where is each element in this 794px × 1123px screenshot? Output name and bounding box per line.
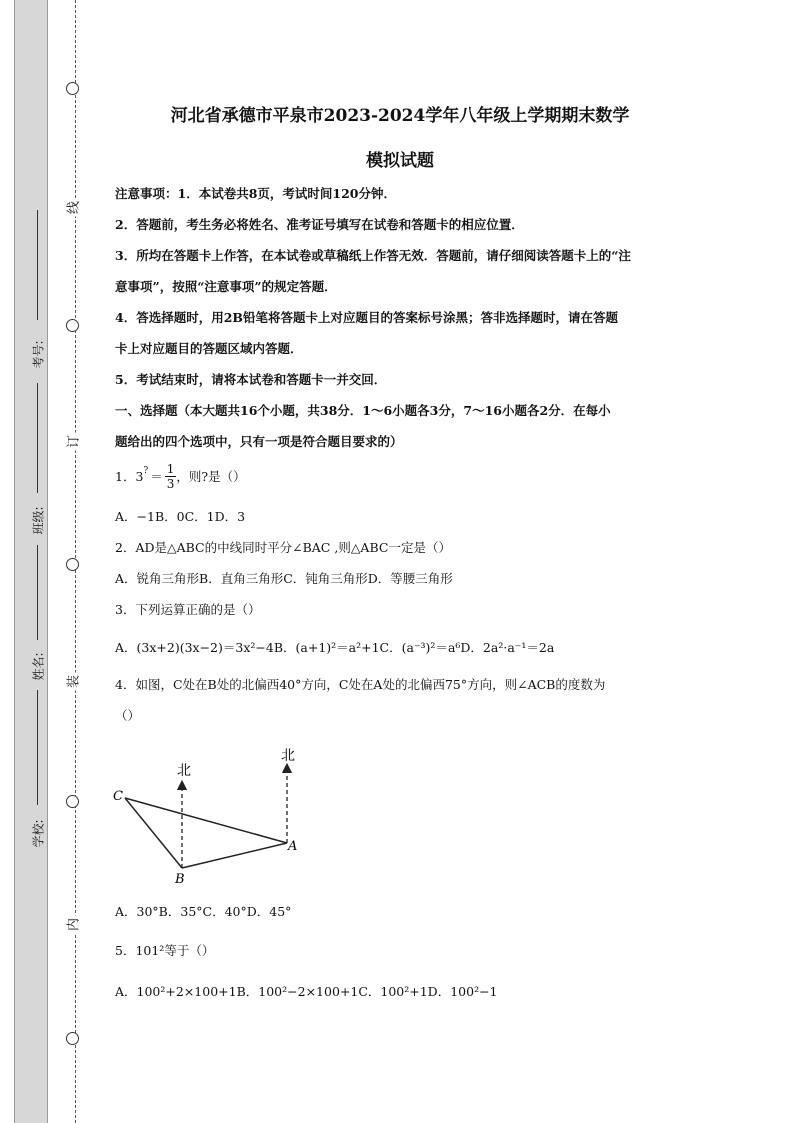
binding-hole — [66, 82, 79, 95]
q1-exponent: ? — [143, 465, 149, 476]
cut-char-zhuang: 装 — [63, 673, 82, 691]
question-4-line2: （） — [115, 708, 141, 723]
vertex-a-label: A — [288, 839, 298, 854]
field-name-label: 姓名: — [31, 652, 46, 681]
binding-hole — [66, 319, 79, 332]
q3-options: A．(3x+2)(3x−2)＝3x²−4B．(a+1)²＝a²+1C．(a⁻³)²＝a⁶D．2a²·a⁻¹＝2a — [115, 640, 555, 655]
vertex-c-label: C — [113, 789, 123, 804]
field-class-label: 班级: — [31, 506, 46, 535]
binding-hole — [66, 795, 79, 808]
q2-options: A．锐角三角形B．直角三角形C．钝角三角形D．等腰三角形 — [115, 571, 453, 586]
q4-options: A．30°B．35°C．40°D．45° — [115, 904, 292, 919]
cut-char-ding: 订 — [63, 433, 82, 451]
section-header-line2: 题给出的四个选项中，只有一项是符合题目要求的） — [115, 434, 403, 449]
field-line — [37, 210, 38, 320]
field-line — [37, 383, 38, 493]
q1-fraction — [165, 462, 177, 491]
note-4-line2: 卡上对应题目的答题区域内答题． — [115, 341, 303, 356]
vertex-b-label: B — [175, 872, 185, 887]
page-subtitle: 模拟试题 — [366, 151, 434, 171]
binding-hole — [66, 558, 79, 571]
question-5: 5．101²等于（） — [115, 943, 215, 958]
question-4-line1: 4．如图，C处在B处的北偏西40°方向，C处在A处的北偏西75°方向，则∠ACB的度数为 — [115, 677, 606, 692]
question-2: 2．AD是△ABC的中线同时平分∠BAC ,则△ABC一定是（） — [115, 540, 451, 555]
note-3-line2: 意事项”，按照“注意事项”的规定答题． — [115, 279, 337, 294]
note-3-line1: 3．所均在答题卡上作答，在本试卷或草稿纸上作答无效．答题前，请仔细阅读答题卡上的“注 — [115, 248, 631, 263]
binding-hole — [66, 1032, 79, 1045]
cut-char-nei: 内 — [63, 916, 82, 934]
note-5: 5．考试结束时，请将本试卷和答题卡一并交回． — [115, 372, 387, 387]
binding-margin — [14, 0, 48, 1123]
note-2: 2．答题前，考生务必将姓名、准考证号填写在试卷和答题卡的相应位置． — [115, 217, 524, 232]
q1-denominator: 3 — [166, 477, 175, 491]
cut-char-xian: 线 — [63, 199, 82, 217]
field-line — [37, 690, 38, 805]
q1-suffix: ，则?是（） — [176, 468, 246, 484]
q5-options: A．100²+2×100+1B．100²−2×100+1C．100²+1D．100²−1 — [115, 984, 498, 999]
note-1: 注意事项：1．本试卷共8页，考试时间120分钟． — [115, 186, 396, 201]
q4-figure — [105, 740, 320, 890]
q1-equals: ＝ — [150, 468, 163, 484]
north-label-b: 北 — [177, 763, 191, 779]
question-1 — [115, 462, 685, 491]
q1-prefix: 1．3 — [115, 468, 144, 484]
section-header-line1: 一、选择题（本大题共16个小题，共38分．1～6小题各3分，7～16小题各2分．在每小 — [115, 403, 611, 418]
page-title: 河北省承德市平泉市2023-2024学年八年级上学期期末数学 — [170, 106, 630, 126]
segment-cb — [125, 798, 182, 868]
q1-numerator: 1 — [166, 462, 175, 476]
segment-ba — [182, 843, 287, 868]
segment-ca — [125, 798, 287, 843]
question-3: 3．下列运算正确的是（） — [115, 602, 261, 617]
note-4-line1: 4．答选择题时，用2B铅笔将答题卡上对应题目的答案标号涂黑；答非选择题时，请在答题 — [115, 310, 618, 325]
field-exam-number-label: 考号: — [31, 340, 46, 369]
field-line — [37, 545, 38, 640]
q1-options: A．−1B．0C．1D．3 — [115, 509, 246, 524]
field-school-label: 学校: — [31, 819, 46, 848]
north-label-a: 北 — [281, 748, 295, 764]
